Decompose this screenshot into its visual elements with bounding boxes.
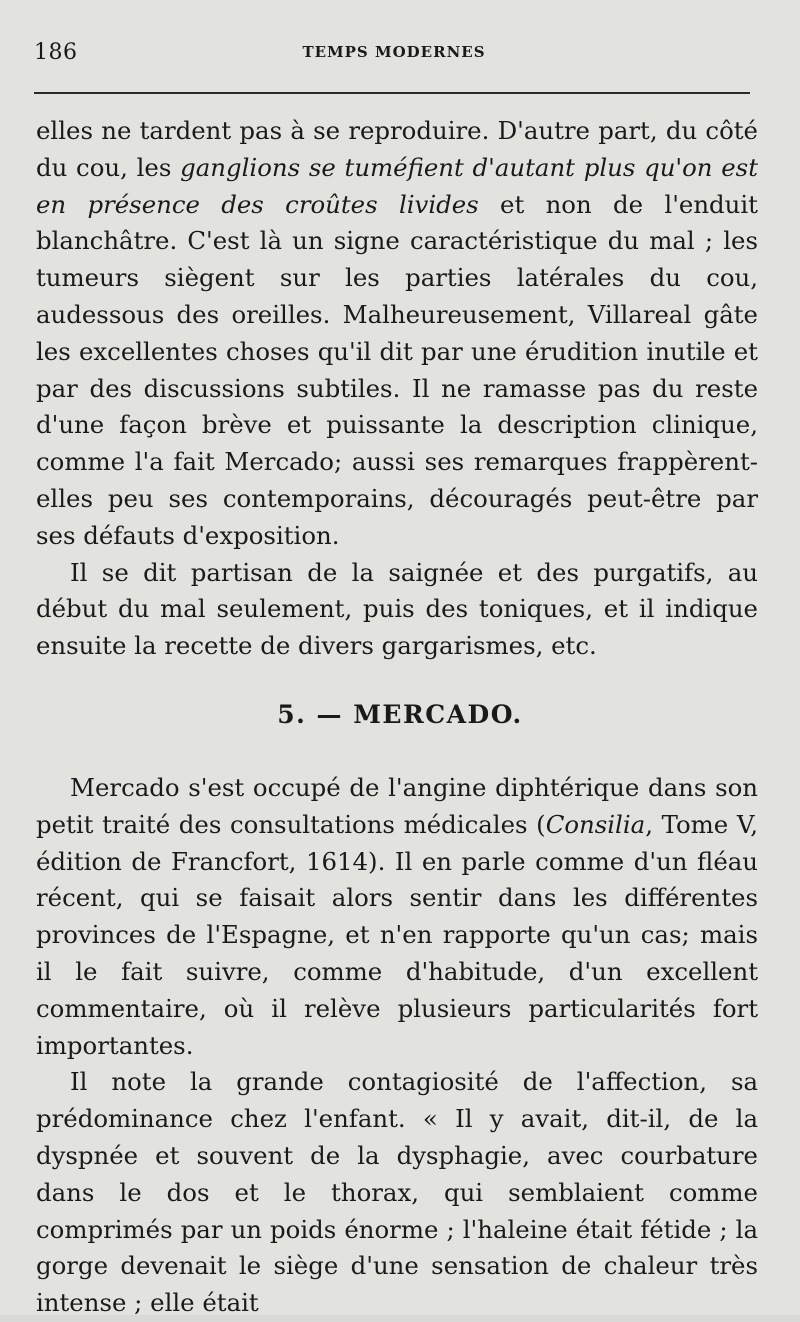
paragraph: Il note la grande contagiosité de l'affection, sa prédominance chez l'enfant. « Il y avait, dit-il, de la dyspnée et souvent de la dysphagie, avec courbature dans le dos et le thorax, qui semblaient comme comprimés par un poids énorme ; l'haleine était fétide ; la gorge devenait le siège d'une sensation de chaleur très intense ; elle était: [36, 1067, 758, 1318]
paragraph-italic-text: ganglions se tuméfient d'autant plus qu'on est en présence des croûtes livides: [36, 152, 759, 219]
page-number: 186: [34, 40, 78, 65]
paragraph-text: elles ne tardent pas à se reproduire. D'autre part, du côté du cou, les: [36, 116, 758, 182]
section-heading: 5. — MERCADO.: [277, 700, 523, 729]
section-mercado-text: [36, 770, 758, 1322]
section-villareal-text: [36, 113, 758, 665]
paragraph-italic-text: Consilia: [545, 809, 646, 839]
paragraph: [36, 113, 758, 555]
paragraph-text: Mercado s'est occupé de l'angine diphtérique dans son petit traité des consultations médicales (: [36, 773, 758, 839]
paragraph: [36, 770, 758, 1064]
paragraph-text: , Tome V, édition de Francfort, 1614). Il en parle comme d'un fléau récent, qui se faisait alors sentir dans les différentes provinces de l'Espagne, et n'en rapporte qu'un cas; mais il le fait suivre, comme d'habitude, d'un excellent commentaire, où il relève plusieurs particularités fort importantes.: [36, 809, 758, 1060]
page-header: [34, 40, 754, 70]
running-title: TEMPS MODERNES: [302, 43, 486, 61]
header-rule: [34, 92, 750, 94]
paragraph-text: et non de l'enduit blanchâtre. C'est là un signe caractéristique du mal ; les tumeurs siègent sur les parties latérales du cou, audessous des oreilles. Malheureusement, Villareal gâte les excellentes choses qu'il dit par une érudition inutile et par des discussions subtiles. Il ne ramasse pas du reste d'une façon brève et puissante la description clinique, comme l'a fait Mercado; aussi ses remarques frappèrent-elles peu ses contemporains, découragés peut-être par ses défauts d'exposition.: [36, 189, 758, 550]
paragraph: Il se dit partisan de la saignée et des purgatifs, au début du mal seulement, puis des toniques, et il indique ensuite la recette de divers gargarismes, etc.: [36, 557, 758, 661]
